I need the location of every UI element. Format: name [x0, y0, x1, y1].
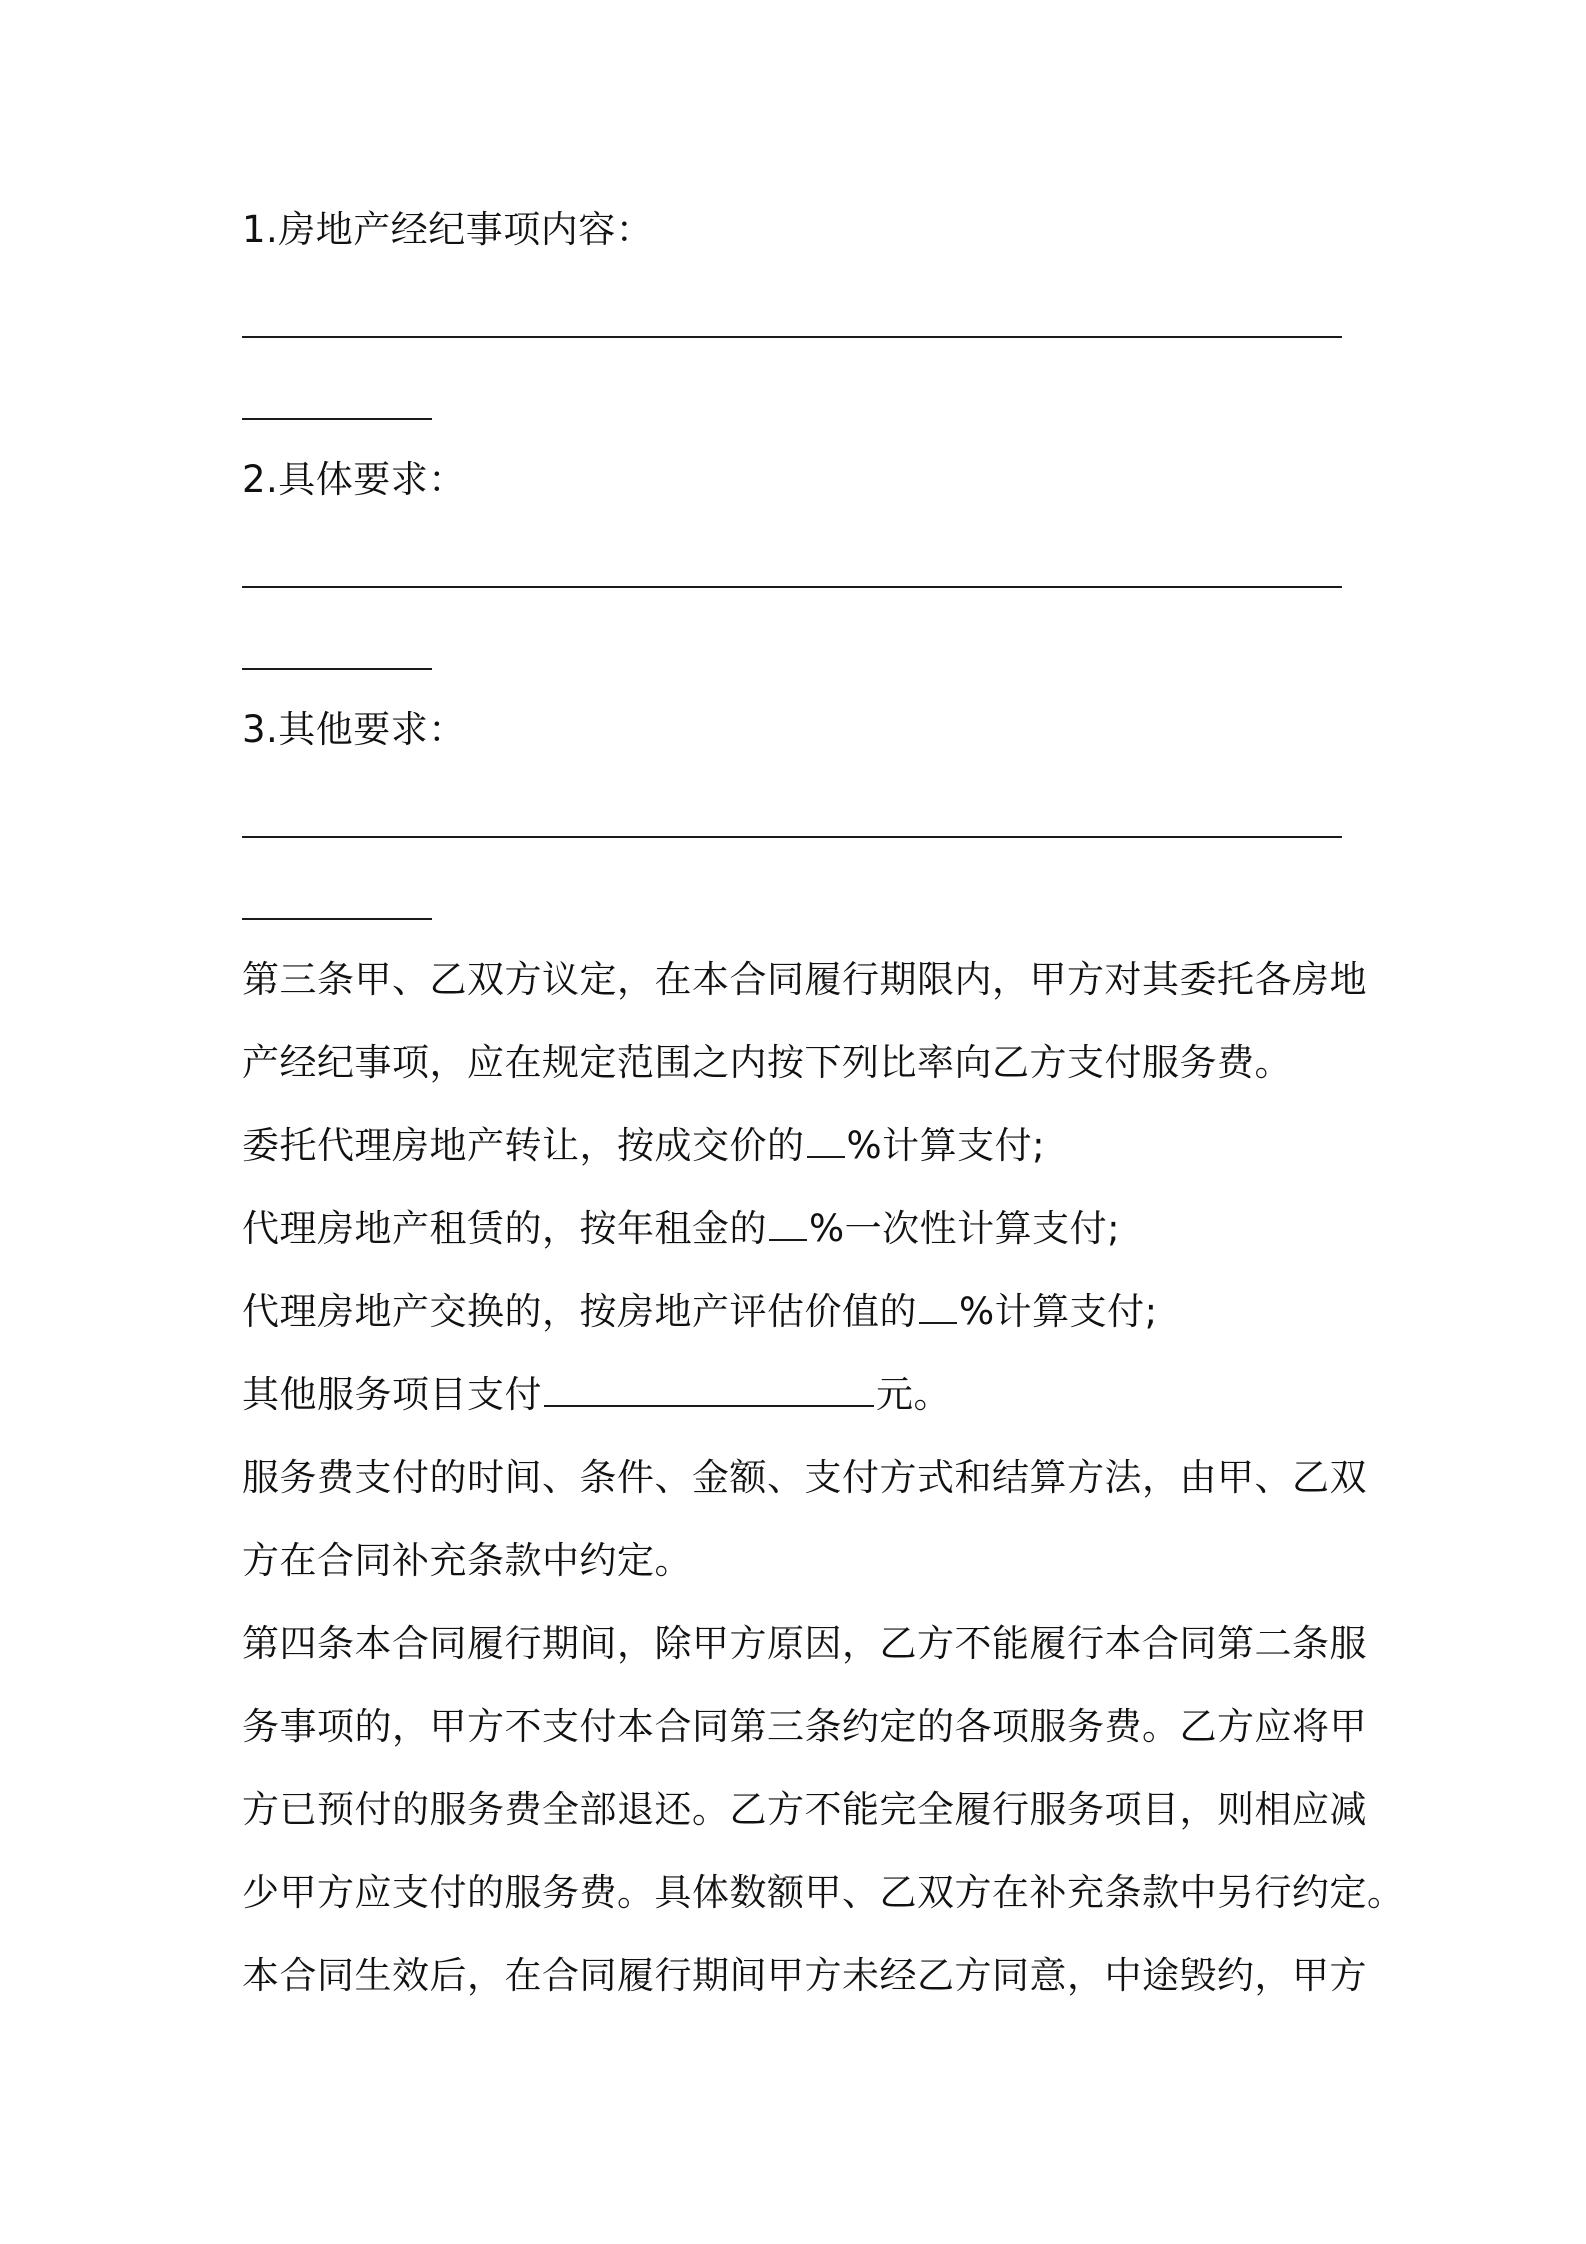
- item2-fill-line-continued: [242, 668, 432, 670]
- transfer-fee-line: [242, 1121, 1045, 1171]
- item1-fill-line: [242, 336, 1342, 338]
- transfer-rate-blank: [807, 1122, 845, 1158]
- item3-heading: 3.其他要求：: [242, 708, 466, 751]
- article4-line-2: 务事项的，甲方不支付本合同第三条约定的各项服务费。乙方应将甲: [242, 1705, 1367, 1748]
- article4-line-4: 少甲方应支付的服务费。具体数额甲、乙双方在补充条款中另行约定。: [242, 1871, 1405, 1914]
- article3-line-2: 产经纪事项，应在规定范围之内按下列比率向乙方支付服务费。: [242, 1041, 1292, 1084]
- other-fee-suffix: 元。: [876, 1373, 951, 1416]
- item2-heading: 2.具体要求：: [242, 458, 466, 501]
- exchange-fee-label: 代理房地产交换的，按房地产评估价值的: [242, 1290, 917, 1333]
- item1-fill-line-continued: [242, 418, 432, 420]
- other-fee-line: [242, 1370, 951, 1420]
- lease-rate-blank: [769, 1205, 807, 1241]
- payment-line-1: 服务费支付的时间、条件、金额、支付方式和结算方法，由甲、乙双: [242, 1456, 1367, 1499]
- payment-line-2: 方在合同补充条款中约定。: [242, 1539, 692, 1582]
- other-fee-amount-blank: [544, 1371, 874, 1407]
- item1-heading: 1.房地产经纪事项内容：: [242, 208, 654, 251]
- exchange-fee-line: [242, 1287, 1158, 1337]
- exchange-fee-suffix: %计算支付;: [959, 1290, 1158, 1333]
- exchange-rate-blank: [919, 1288, 957, 1324]
- item2-fill-line: [242, 586, 1342, 588]
- item3-fill-line-continued: [242, 918, 432, 920]
- article4-line-5: 本合同生效后，在合同履行期间甲方未经乙方同意，中途毁约，甲方: [242, 1954, 1367, 1997]
- transfer-fee-label: 委托代理房地产转让，按成交价的: [242, 1124, 805, 1167]
- lease-fee-suffix: %一次性计算支付;: [809, 1207, 1121, 1250]
- lease-fee-label: 代理房地产租赁的，按年租金的: [242, 1207, 767, 1250]
- article4-line-1: 第四条本合同履行期间，除甲方原因，乙方不能履行本合同第二条服: [242, 1622, 1367, 1665]
- item3-fill-line: [242, 836, 1342, 838]
- other-fee-label: 其他服务项目支付: [242, 1373, 542, 1416]
- lease-fee-line: [242, 1204, 1120, 1254]
- article4-line-3: 方已预付的服务费全部退还。乙方不能完全履行服务项目，则相应减: [242, 1788, 1367, 1831]
- transfer-fee-suffix: %计算支付;: [846, 1124, 1046, 1167]
- article3-line-1: 第三条甲、乙双方议定，在本合同履行期限内，甲方对其委托各房地: [242, 958, 1367, 1001]
